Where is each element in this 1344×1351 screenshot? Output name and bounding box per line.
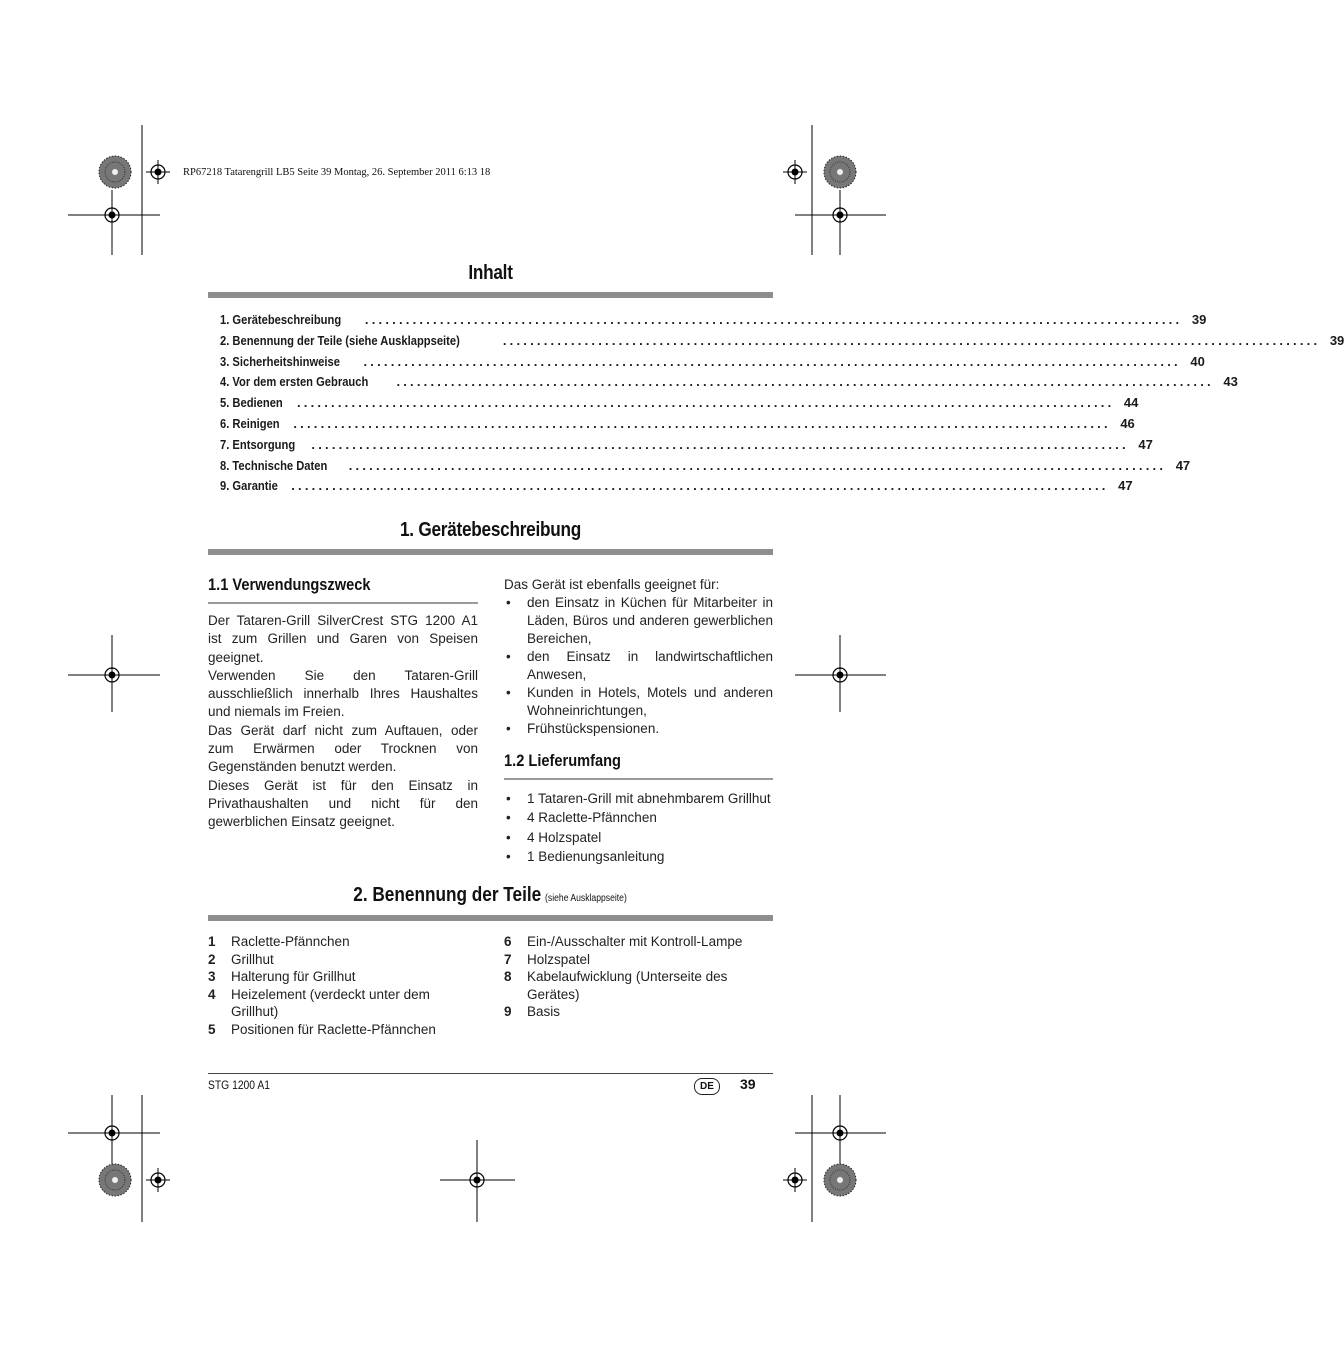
toc-leader-dots: ........................................................................................................................ [348, 457, 1167, 473]
toc-entry[interactable] [220, 353, 1205, 375]
toc-entry-label: 1. Gerätebeschreibung [220, 312, 342, 327]
part-number: 4 [208, 986, 216, 1002]
toc-entry-page: 39 [1191, 312, 1207, 327]
toc-entry-page: 46 [1120, 415, 1135, 431]
section2-note: (siehe Ausklappseite) [545, 893, 628, 904]
footer-model: STG 1200 A1 [208, 1078, 270, 1092]
part-text: Kabelaufwicklung (Unterseite des Gerätes) [527, 969, 728, 1002]
list-item: • 4 Raclette-Pfännchen [504, 808, 773, 827]
toc-entry-label: 8. Technische Daten [220, 457, 328, 473]
part-number: 5 [208, 1021, 216, 1037]
part-item [504, 951, 744, 969]
part-text: Heizelement (verdeckt unter dem Grillhut) [231, 986, 430, 1020]
section2-title: 2. Benennung der Teile [353, 884, 542, 906]
toc-entry[interactable] [220, 395, 1139, 416]
toc-entry[interactable] [220, 457, 1191, 479]
list-item: • Frühstückspensionen. [504, 720, 773, 738]
sub1-body [208, 612, 478, 832]
sub2-rule [504, 778, 773, 780]
footer-rule [208, 1073, 773, 1074]
part-item [208, 968, 470, 986]
toc-leader-dots: ........................................................................................................................ [291, 478, 1109, 494]
toc-entry[interactable] [220, 374, 1238, 395]
part-number: 1 [208, 934, 216, 949]
part-text: Raclette-Pfännchen [231, 934, 350, 949]
language-badge: DE [694, 1078, 720, 1095]
toc-list [220, 312, 1344, 499]
part-item [504, 933, 744, 951]
part-item [208, 933, 470, 951]
part-text: Basis [527, 1004, 561, 1020]
sub1-title: 1.1 Verwendungszweck [208, 575, 371, 594]
part-item [504, 968, 744, 1003]
part-text: Holzspatel [527, 951, 591, 967]
toc-entry[interactable] [220, 415, 1135, 437]
toc-entry-label: 4. Vor dem ersten Gebrauch [220, 374, 369, 390]
toc-entry-page: 44 [1123, 395, 1139, 411]
list-item: • Kunden in Hotels, Motels und anderen Wohneinrichtungen, [504, 684, 773, 720]
list-item: • 1 Tataren-Grill mit abnehmbarem Grillhut [504, 789, 773, 808]
toc-entry[interactable] [220, 478, 1133, 499]
toc-entry-label: 9. Garantie [220, 478, 278, 494]
part-number: 3 [208, 969, 216, 985]
paragraph: Das Gerät darf nicht zum Auftauen, oder zum Erwärmen oder Trocknen von Gegenständen benutzt werden. [208, 722, 478, 775]
sub1-rule [208, 602, 478, 604]
toc-entry[interactable] [220, 436, 1153, 458]
toc-entry-page: 47 [1118, 478, 1133, 494]
part-item [208, 1021, 470, 1039]
toc-leader-dots: ........................................................................................................................ [364, 312, 1183, 327]
list-item: • den Einsatz in Küchen für Mitarbeiter in Läden, Büros und anderen gewerblichen Bereichen, [504, 594, 773, 648]
section1-title: 1. Gerätebeschreibung [399, 519, 581, 541]
toc-entry-page: 47 [1138, 436, 1153, 452]
toc-entry-label: 5. Bedienen [220, 395, 283, 411]
toc-entry-page: 39 [1329, 332, 1344, 348]
part-item [504, 1003, 744, 1021]
part-number: 2 [208, 951, 216, 967]
toc-entry-label: 3. Sicherheitshinweise [220, 353, 340, 369]
toc-leader-dots: ........................................................................................................................ [363, 353, 1181, 369]
toc-leader-dots: ........................................................................................................................ [311, 436, 1129, 452]
sub2-title: 1.2 Lieferumfang [504, 751, 622, 770]
list-item: • 1 Bedienungsanleitung [504, 847, 773, 866]
suitable-intro: Das Gerät ist ebenfalls geeignet für: [504, 577, 720, 592]
part-number: 7 [504, 951, 512, 967]
part-text: Ein-/Ausschalter mit Kontroll-Lampe [527, 934, 743, 949]
toc-entry[interactable] [220, 312, 1207, 333]
paragraph: Dieses Gerät ist für den Einsatz in Privathaushalten und nicht für den gewerblichen Einsatz geeignet. [208, 777, 478, 830]
toc-entry-page: 47 [1175, 457, 1191, 473]
toc-entry-label: 7. Entsorgung [220, 436, 296, 452]
toc-entry-label: 6. Reinigen [220, 415, 280, 431]
paragraph: Verwenden Sie den Tataren-Grill ausschließlich innerhalb Ihres Haushaltes und niemals im Freien. [208, 667, 478, 720]
part-text: Halterung für Grillhut [231, 969, 356, 985]
part-number: 9 [504, 1004, 512, 1020]
toc-entry-page: 40 [1190, 353, 1205, 369]
delivery-list [504, 789, 773, 867]
toc-entry-page: 43 [1223, 374, 1238, 390]
suitable-block [504, 576, 773, 738]
paragraph: Der Tataren-Grill SilverCrest STG 1200 A1 ist zum Grillen und Garen von Speisen geeignet. [208, 613, 478, 665]
page-number: 39 [740, 1076, 756, 1092]
part-number: 6 [504, 934, 512, 949]
part-item [208, 986, 470, 1021]
toc-leader-dots: ........................................................................................................................ [396, 374, 1214, 390]
toc-leader-dots: ........................................................................................................................ [296, 395, 1115, 411]
toc-entry-label: 2. Benennung der Teile (siehe Ausklappseite) [220, 332, 460, 348]
section2-rule [208, 915, 773, 921]
parts-list-right [504, 933, 744, 1021]
toc-leader-dots: ........................................................................................................................ [293, 415, 1111, 431]
parts-list-left [208, 933, 470, 1039]
print-slug: RP67218 Tatarengrill LB5 Seite 39 Montag, 26. September 2011 6:13 18 [183, 167, 491, 178]
suitable-list [504, 594, 773, 738]
part-item [208, 951, 470, 969]
list-item: • 4 Holzspatel [504, 828, 773, 847]
part-number: 8 [504, 969, 512, 985]
part-text: Positionen für Raclette-Pfännchen [231, 1021, 436, 1037]
toc-title: Inhalt [468, 262, 513, 284]
section1-rule [208, 549, 773, 555]
part-text: Grillhut [231, 951, 274, 967]
section2-heading [208, 884, 773, 907]
list-item: • den Einsatz in landwirtschaftlichen Anwesen, [504, 648, 773, 684]
toc-rule [208, 292, 773, 298]
toc-leader-dots: ........................................................................................................................ [502, 332, 1321, 348]
toc-entry[interactable] [220, 332, 1344, 354]
